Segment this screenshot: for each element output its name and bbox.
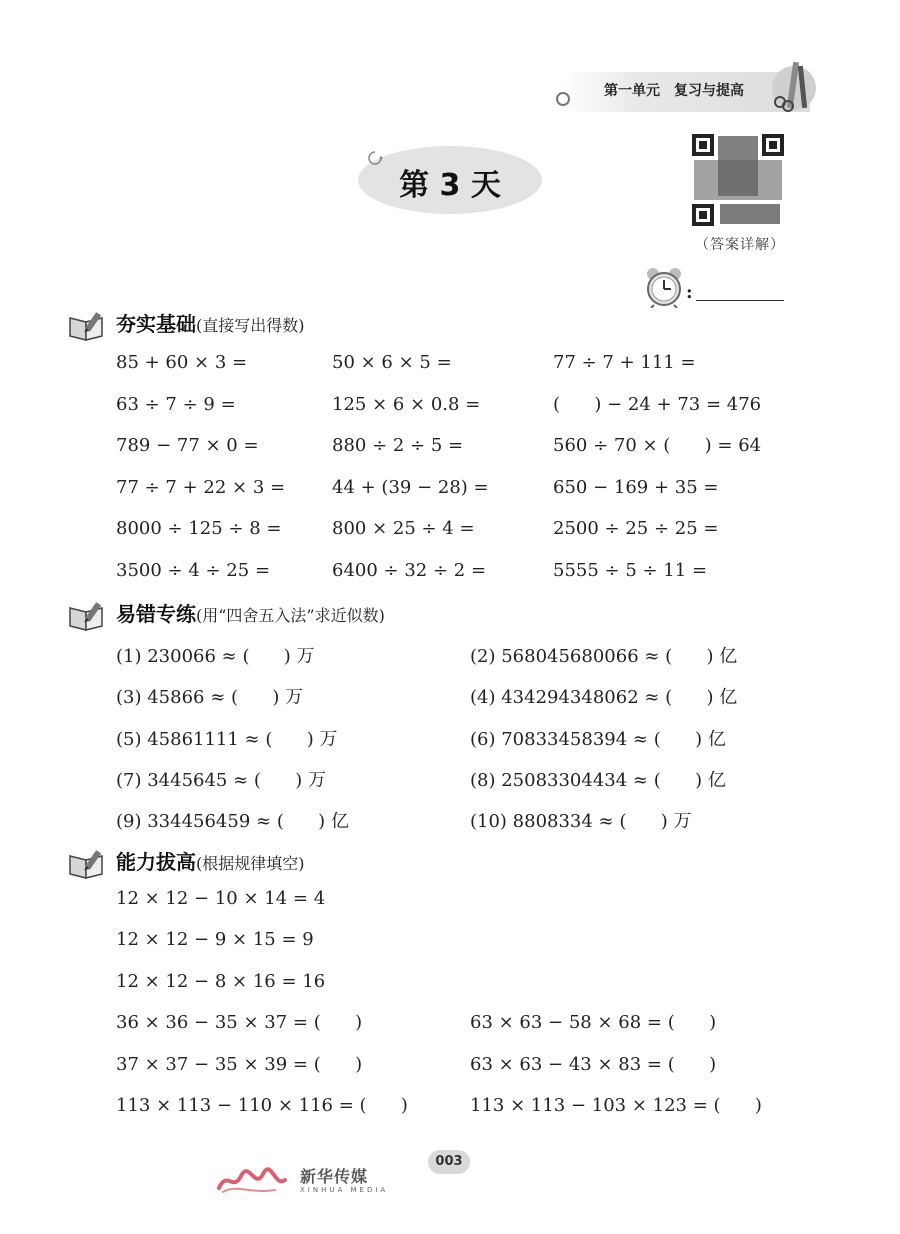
exercise-item[interactable]: 650 − 169 + 35 = [553, 476, 719, 498]
exercise-item[interactable]: 37 × 37 − 35 × 39 = ( ) [116, 1053, 363, 1075]
page-number: 003 [428, 1150, 470, 1174]
exercise-item[interactable]: 44 + (39 − 28) = [332, 476, 489, 498]
exercise-item[interactable]: 63 ÷ 7 ÷ 9 = [116, 393, 236, 415]
section-title: 能力拔高 [116, 850, 196, 874]
exercise-item[interactable]: 5555 ÷ 5 ÷ 11 = [553, 560, 708, 581]
exercise-item[interactable]: (8) 25083304434 ≈ ( ) 亿 [470, 769, 726, 791]
qr-code[interactable] [690, 132, 786, 228]
alarm-clock-icon [644, 266, 684, 308]
exercise-item[interactable]: (1) 230066 ≈ ( ) 万 [116, 646, 315, 667]
exercise-item[interactable]: 50 × 6 × 5 = [332, 352, 452, 373]
section-title: 夯实基础 [116, 312, 196, 336]
exercise-item[interactable]: 113 × 113 − 110 × 116 = ( ) [116, 1095, 408, 1116]
book-pencil-icon [68, 848, 108, 880]
book-pencil-icon [68, 600, 108, 632]
time-colon: : [686, 282, 693, 303]
exercise-item[interactable]: 12 × 12 − 10 × 14 = 4 [116, 888, 326, 909]
publisher-name-en: XINHUA MEDIA [300, 1186, 389, 1194]
day-title: 第 3 天 [399, 168, 501, 203]
qr-caption: （答案详解） [695, 237, 785, 253]
book-pencil-icon [68, 310, 108, 342]
exercise-item[interactable]: (4) 434294348062 ≈ ( ) 亿 [470, 687, 738, 709]
time-blank[interactable] [696, 300, 784, 301]
exercise-item[interactable]: 789 − 77 × 0 = [116, 435, 259, 457]
exercise-item[interactable]: 77 ÷ 7 + 22 × 3 = [116, 476, 286, 498]
exercise-item[interactable]: 8000 ÷ 125 ÷ 8 = [116, 518, 282, 540]
exercise-item[interactable]: 12 × 12 − 8 × 16 = 16 [116, 970, 326, 992]
exercise-item[interactable]: (10) 8808334 ≈ ( ) 万 [470, 811, 692, 833]
exercise-item[interactable]: 3500 ÷ 4 ÷ 25 = [116, 560, 271, 581]
exercise-item[interactable]: 85 + 60 × 3 = [116, 352, 248, 373]
exercise-item[interactable]: 12 × 12 − 9 × 15 = 9 [116, 929, 314, 951]
exercise-item[interactable]: 560 ÷ 70 × ( ) = 64 [553, 435, 762, 457]
section-note: (直接写出得数) [196, 316, 305, 335]
exercise-item[interactable]: (3) 45866 ≈ ( ) 万 [116, 687, 304, 709]
section-heading [116, 598, 385, 627]
exercise-item[interactable]: 6400 ÷ 32 ÷ 2 = [332, 560, 487, 581]
exercise-item[interactable]: 800 × 25 ÷ 4 = [332, 518, 475, 540]
section-heading [116, 846, 305, 875]
exercise-item[interactable]: 2500 ÷ 25 ÷ 25 = [553, 518, 719, 540]
header-dot-icon [556, 92, 570, 106]
publisher-logo-icon [215, 1162, 287, 1198]
stationery-icon [768, 58, 816, 118]
exercise-item[interactable]: 77 ÷ 7 + 111 = [553, 352, 696, 373]
header-breadcrumb [604, 80, 758, 100]
exercise-item[interactable]: (6) 70833458394 ≈ ( ) 亿 [470, 728, 726, 750]
exercise-item[interactable]: (9) 334456459 ≈ ( ) 亿 [116, 811, 349, 833]
section-note: (用“四舍五入法”求近似数) [196, 606, 385, 625]
exercise-item[interactable]: (2) 568045680066 ≈ ( ) 亿 [470, 646, 738, 667]
section-title: 易错专练 [116, 602, 196, 626]
exercise-item[interactable]: 880 ÷ 2 ÷ 5 = [332, 435, 464, 457]
exercise-item[interactable]: ( ) − 24 + 73 = 476 [553, 393, 762, 415]
exercise-item[interactable]: 36 × 36 − 35 × 37 = ( ) [116, 1012, 363, 1034]
section-note: (根据规律填空) [196, 854, 305, 873]
exercise-item[interactable]: (7) 3445645 ≈ ( ) 万 [116, 769, 327, 791]
unit-label: 第一单元 [604, 83, 660, 99]
exercise-item[interactable]: (5) 45861111 ≈ ( ) 万 [116, 728, 338, 750]
exercise-item[interactable]: 113 × 113 − 103 × 123 = ( ) [470, 1095, 762, 1116]
topic-label: 复习与提高 [674, 83, 744, 99]
section-heading [116, 308, 305, 337]
exercise-item[interactable]: 63 × 63 − 58 × 68 = ( ) [470, 1012, 717, 1034]
exercise-item[interactable]: 125 × 6 × 0.8 = [332, 393, 481, 415]
exercise-item[interactable]: 63 × 63 − 43 × 83 = ( ) [470, 1053, 717, 1075]
publisher-name-cn: 新华传媒 [300, 1167, 369, 1186]
